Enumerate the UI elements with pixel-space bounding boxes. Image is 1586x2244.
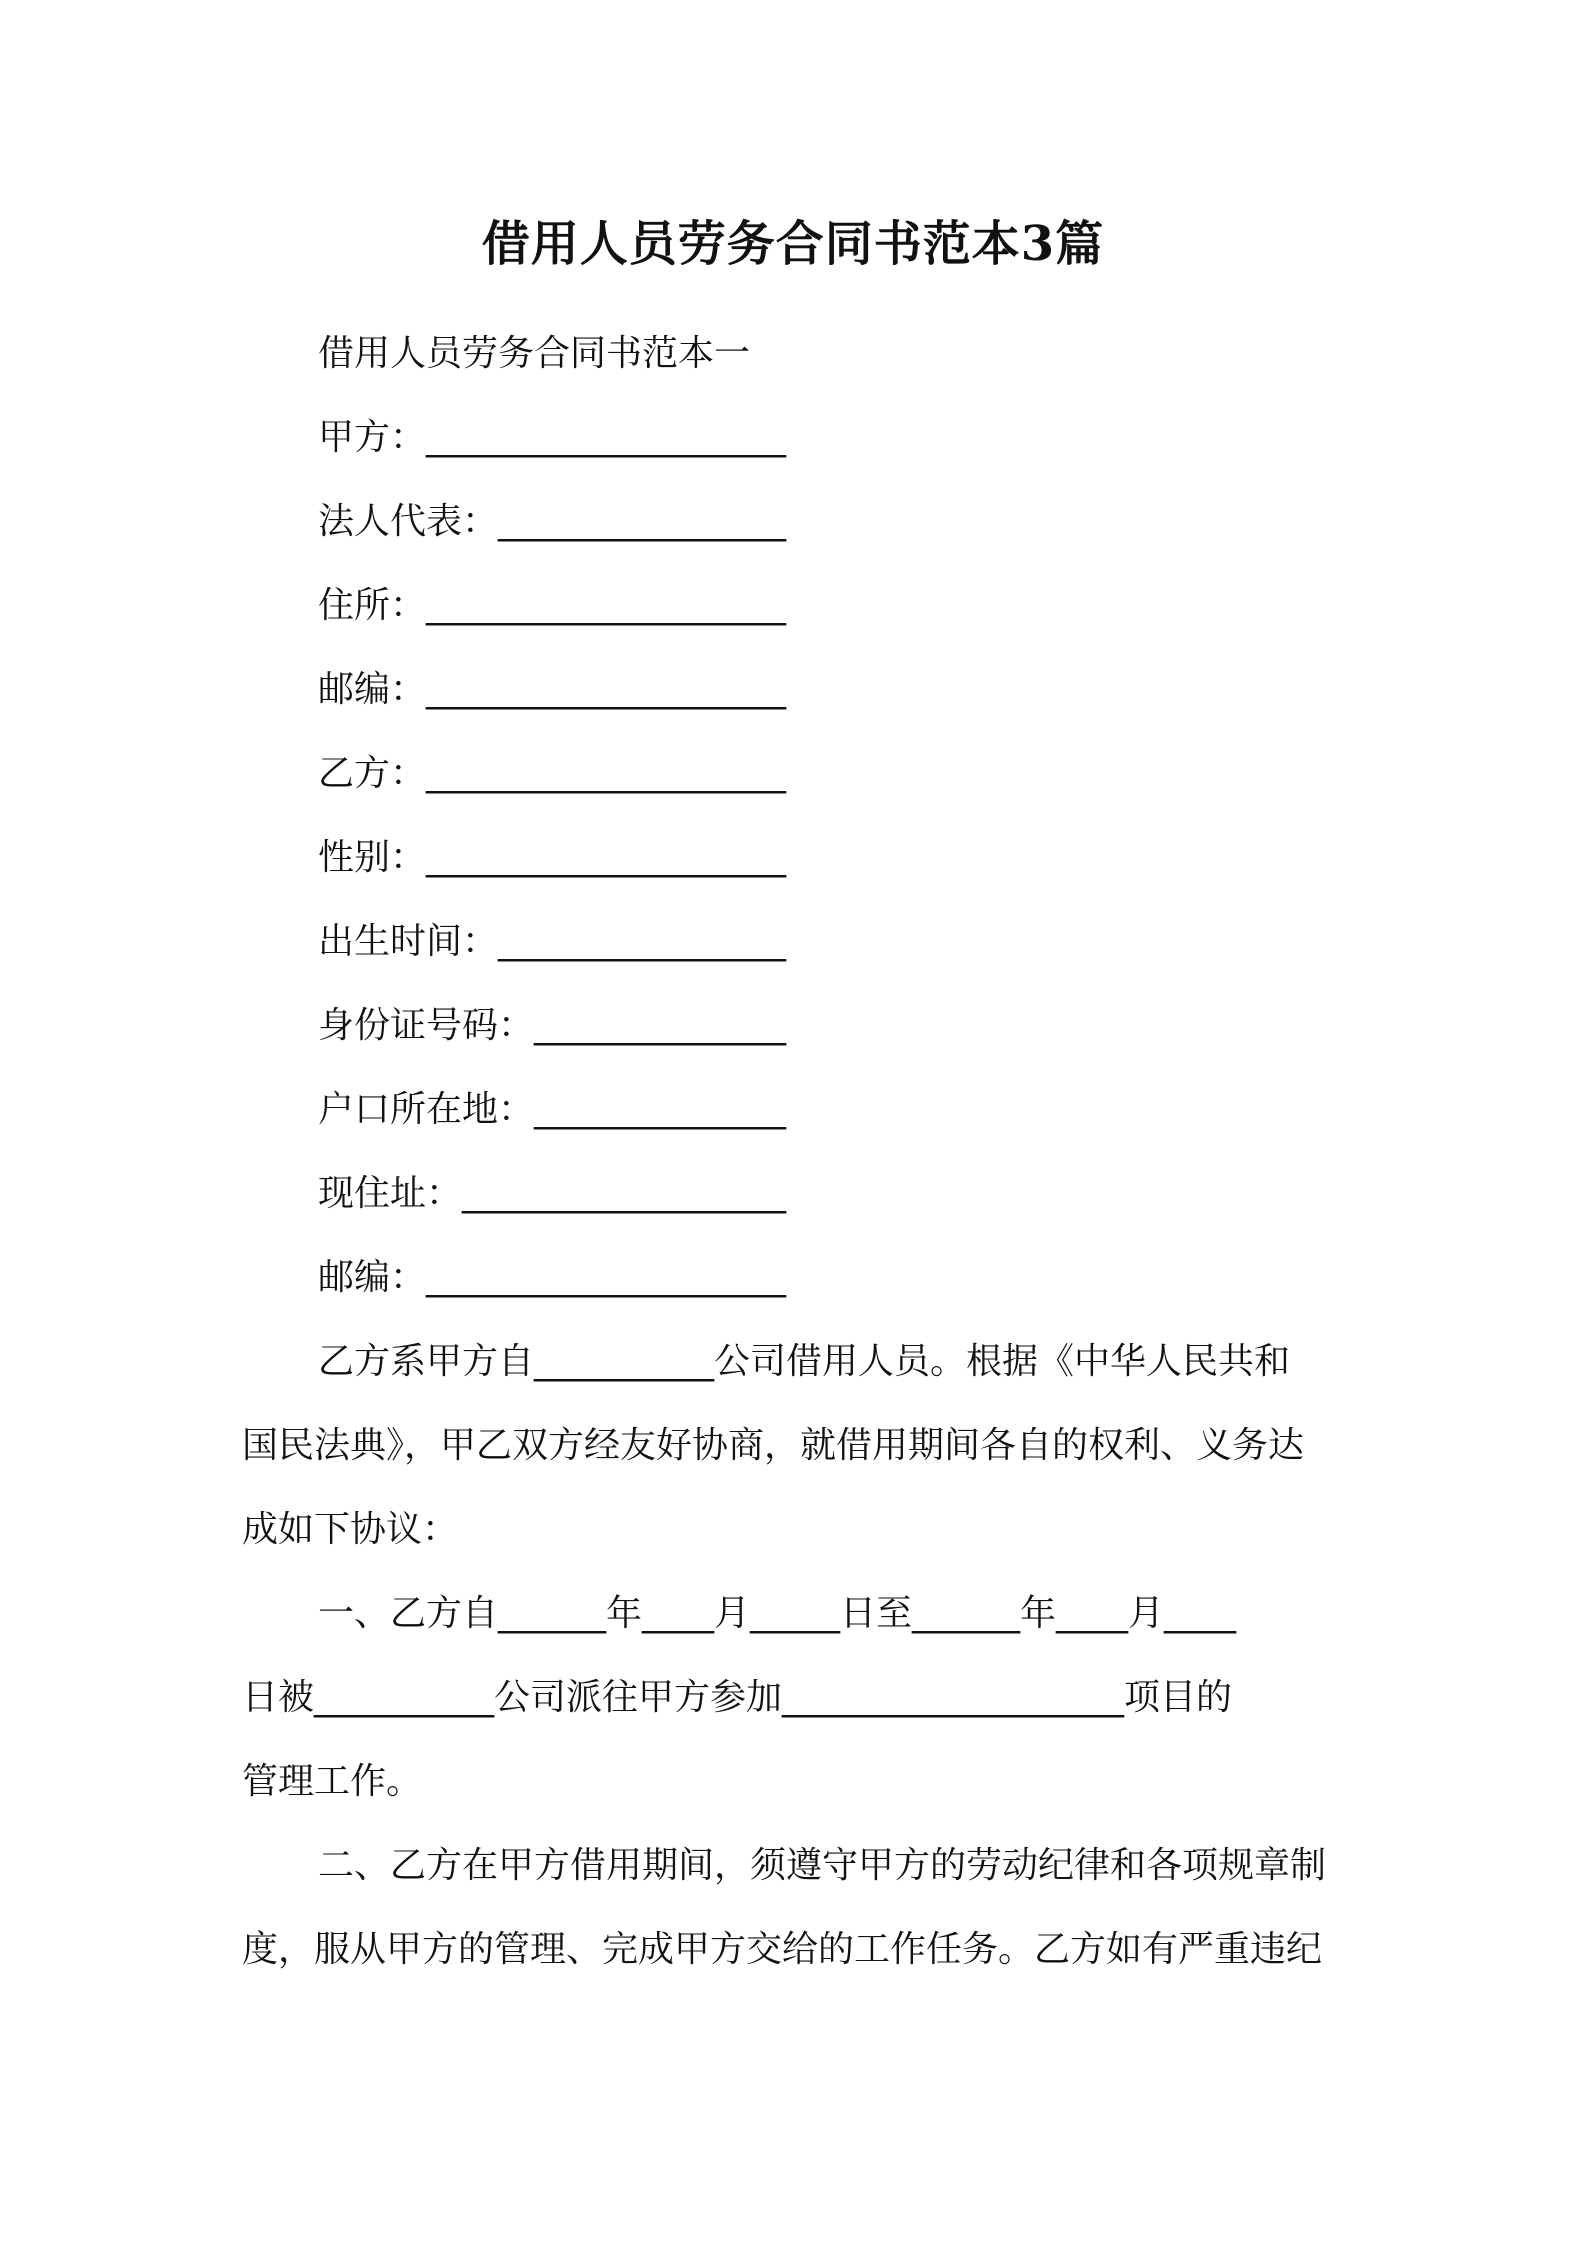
field-party-a: 甲方：____________________ (318, 417, 787, 458)
field-residence: 住所：____________________ (318, 585, 787, 626)
paragraph-line: 乙方系甲方自__________公司借用人员。根据《中华人民共和 (318, 1341, 1291, 1382)
field-birth-date: 出生时间：________________ (318, 921, 787, 962)
field-legal-representative: 法人代表：________________ (318, 501, 787, 542)
field-household-registration: 户口所在地：______________ (318, 1089, 787, 1130)
section-subtitle: 借用人员劳务合同书范本一 (318, 333, 751, 374)
paragraph-line: 成如下协议： (242, 1509, 459, 1550)
paragraph-line: 日被__________公司派往甲方参加___________________项目的 (242, 1677, 1233, 1718)
paragraph-line: 管理工作。 (242, 1761, 423, 1802)
field-party-b: 乙方：____________________ (318, 753, 787, 794)
field-gender: 性别：____________________ (318, 837, 787, 878)
paragraph-line: 一、乙方自______年____月_____日至______年____月____ (318, 1593, 1237, 1634)
field-id-number: 身份证号码：______________ (318, 1005, 787, 1046)
field-current-address: 现住址：__________________ (318, 1173, 787, 1214)
field-postcode-b: 邮编：____________________ (318, 1257, 787, 1298)
paragraph-line: 国民法典》，甲乙双方经友好协商，就借用期间各自的权利、义务达 (242, 1425, 1305, 1466)
field-postcode-a: 邮编：____________________ (318, 669, 787, 710)
document-title: 借用人员劳务合同书范本3篇 (481, 216, 1105, 272)
paragraph-line: 二、乙方在甲方借用期间，须遵守甲方的劳动纪律和各项规章制 (318, 1845, 1327, 1886)
paragraph-line: 度，服从甲方的管理、完成甲方交给的工作任务。乙方如有严重违纪 (242, 1929, 1323, 1970)
